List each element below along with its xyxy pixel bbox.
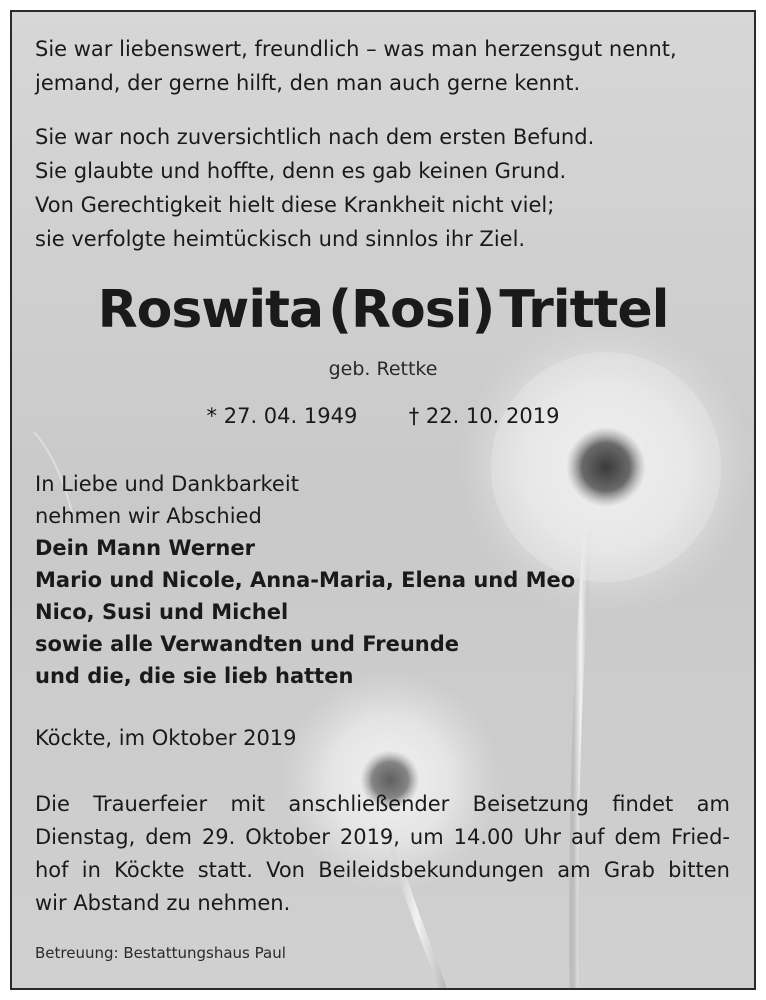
poem-line: jemand, der gerne hilft, den man auch gerne kennt. [35, 71, 581, 95]
funeral-line: Dienstag, dem 29. Oktober 2019, um 14.00 Uhr auf dem Fried- [35, 825, 730, 849]
deceased-name [12, 278, 754, 342]
place-date: Köckte, im Oktober 2019 [35, 726, 297, 750]
poem-line: Sie glaubte und hoffte, denn es gab keinen Grund. [35, 159, 567, 183]
birth-date: * 27. 04. 1949 [206, 404, 358, 428]
mourners-intro-line: In Liebe und Dankbarkeit [35, 472, 299, 496]
mourner-name: Mario und Nicole, Anna-Maria, Elena und Meo [35, 568, 576, 592]
obituary-notice [10, 10, 756, 990]
first-name: Roswita [97, 280, 324, 340]
mourners-list [35, 468, 730, 692]
mourner-name: und die, die sie lieb hatten [35, 664, 354, 688]
poem-stanza-2 [35, 120, 730, 256]
care-note: Betreuung: Bestattungshaus Paul [35, 944, 286, 962]
death-date: † 22. 10. 2019 [408, 404, 560, 428]
funeral-line: hof in Köckte statt. Von Beileidsbekundungen am Grab bitten [35, 858, 730, 882]
mourner-name: Dein Mann Werner [35, 536, 255, 560]
poem-stanza-1 [35, 32, 730, 100]
poem-line: sie verfolgte heimtückisch und sinnlos ihr Ziel. [35, 227, 526, 251]
funeral-line: wir Abstand zu nehmen. [35, 891, 291, 915]
life-dates [12, 404, 754, 428]
funeral-info [35, 788, 730, 920]
poem-line: Sie war noch zuversichtlich nach dem ersten Befund. [35, 125, 595, 149]
last-name: Trittel [499, 280, 669, 340]
mourners-intro-line: nehmen wir Abschied [35, 504, 262, 528]
poem-line: Von Gerechtigkeit hielt diese Krankheit nicht viel; [35, 193, 555, 217]
nickname: (Rosi) [328, 280, 495, 340]
birth-name: geb. Rettke [328, 358, 438, 380]
poem-line: Sie war liebenswert, freundlich – was man herzensgut nennt, [35, 37, 677, 61]
mourner-name: Nico, Susi und Michel [35, 600, 289, 624]
funeral-line: Die Trauerfeier mit anschließender Beisetzung findet am [35, 792, 730, 816]
mourner-name: sowie alle Verwandten und Freunde [35, 632, 460, 656]
